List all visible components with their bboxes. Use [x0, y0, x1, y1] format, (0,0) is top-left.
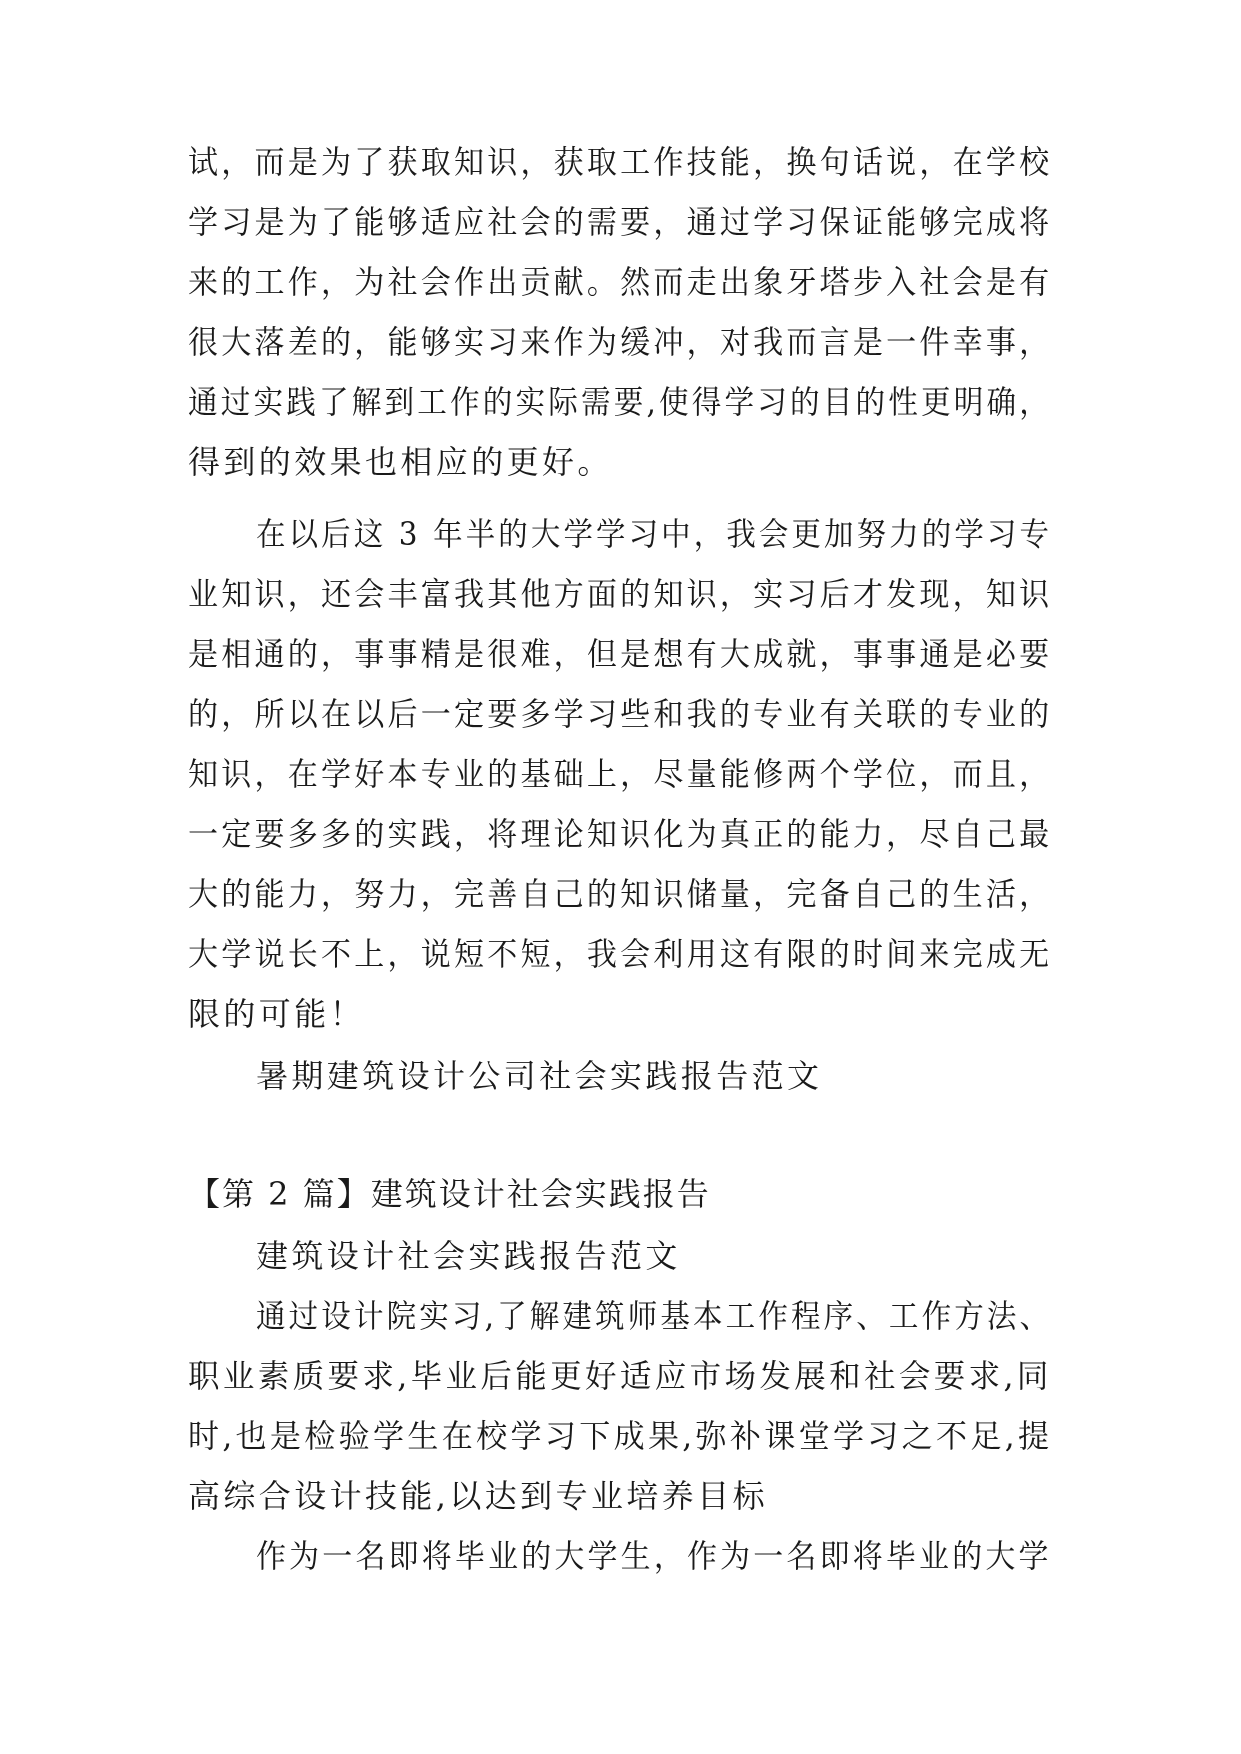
report-title: 建筑设计社会实践报告范文 — [256, 1237, 681, 1275]
paragraph-line: 知识，在学好本专业的基础上，尽量能修两个学位，而且， — [188, 755, 1053, 793]
paragraph-line: 很大落差的，能够实习来作为缓冲，对我而言是一件幸事， — [188, 323, 1053, 361]
paragraph-line: 通过实践了解到工作的实际需要,使得学习的目的性更明确， — [188, 383, 1053, 421]
paragraph-line: 作为一名即将毕业的大学生，作为一名即将毕业的大学 — [256, 1537, 1052, 1575]
paragraph-line: 试，而是为了获取知识，获取工作技能，换句话说，在学校 — [188, 143, 1053, 181]
paragraph-line: 在以后这 3 年半的大学学习中，我会更加努力的学习专 — [256, 515, 1053, 553]
paragraph-line: 业知识，还会丰富我其他方面的知识，实习后才发现，知识 — [188, 575, 1053, 613]
paragraph-line: 限的可能！ — [188, 995, 366, 1033]
paragraph-line: 一定要多多的实践，将理论知识化为真正的能力，尽自己最 — [188, 815, 1053, 853]
paragraph-line: 得到的效果也相应的更好。 — [188, 443, 613, 481]
report-title: 暑期建筑设计公司社会实践报告范文 — [256, 1057, 823, 1095]
paragraph-line: 大的能力，努力，完善自己的知识储量，完备自己的生活， — [188, 875, 1053, 913]
paragraph-line: 学习是为了能够适应社会的需要，通过学习保证能够完成将 — [188, 203, 1053, 241]
paragraph-line: 是相通的，事事精是很难，但是想有大成就，事事通是必要 — [188, 635, 1053, 673]
paragraph-line: 高综合设计技能,以达到专业培养目标 — [188, 1477, 768, 1515]
paragraph-line: 时,也是检验学生在校学习下成果,弥补课堂学习之不足,提 — [188, 1417, 1053, 1455]
paragraph-line: 大学说长不上，说短不短，我会利用这有限的时间来完成无 — [188, 935, 1053, 973]
article-heading: 【第 2 篇】建筑设计社会实践报告 — [188, 1175, 711, 1213]
paragraph-line: 来的工作，为社会作出贡献。然而走出象牙塔步入社会是有 — [188, 263, 1053, 301]
paragraph-line: 职业素质要求,毕业后能更好适应市场发展和社会要求,同 — [188, 1357, 1052, 1395]
paragraph-line: 的，所以在以后一定要多学习些和我的专业有关联的专业的 — [188, 695, 1053, 733]
paragraph-line: 通过设计院实习,了解建筑师基本工作程序、工作方法、 — [256, 1297, 1053, 1335]
